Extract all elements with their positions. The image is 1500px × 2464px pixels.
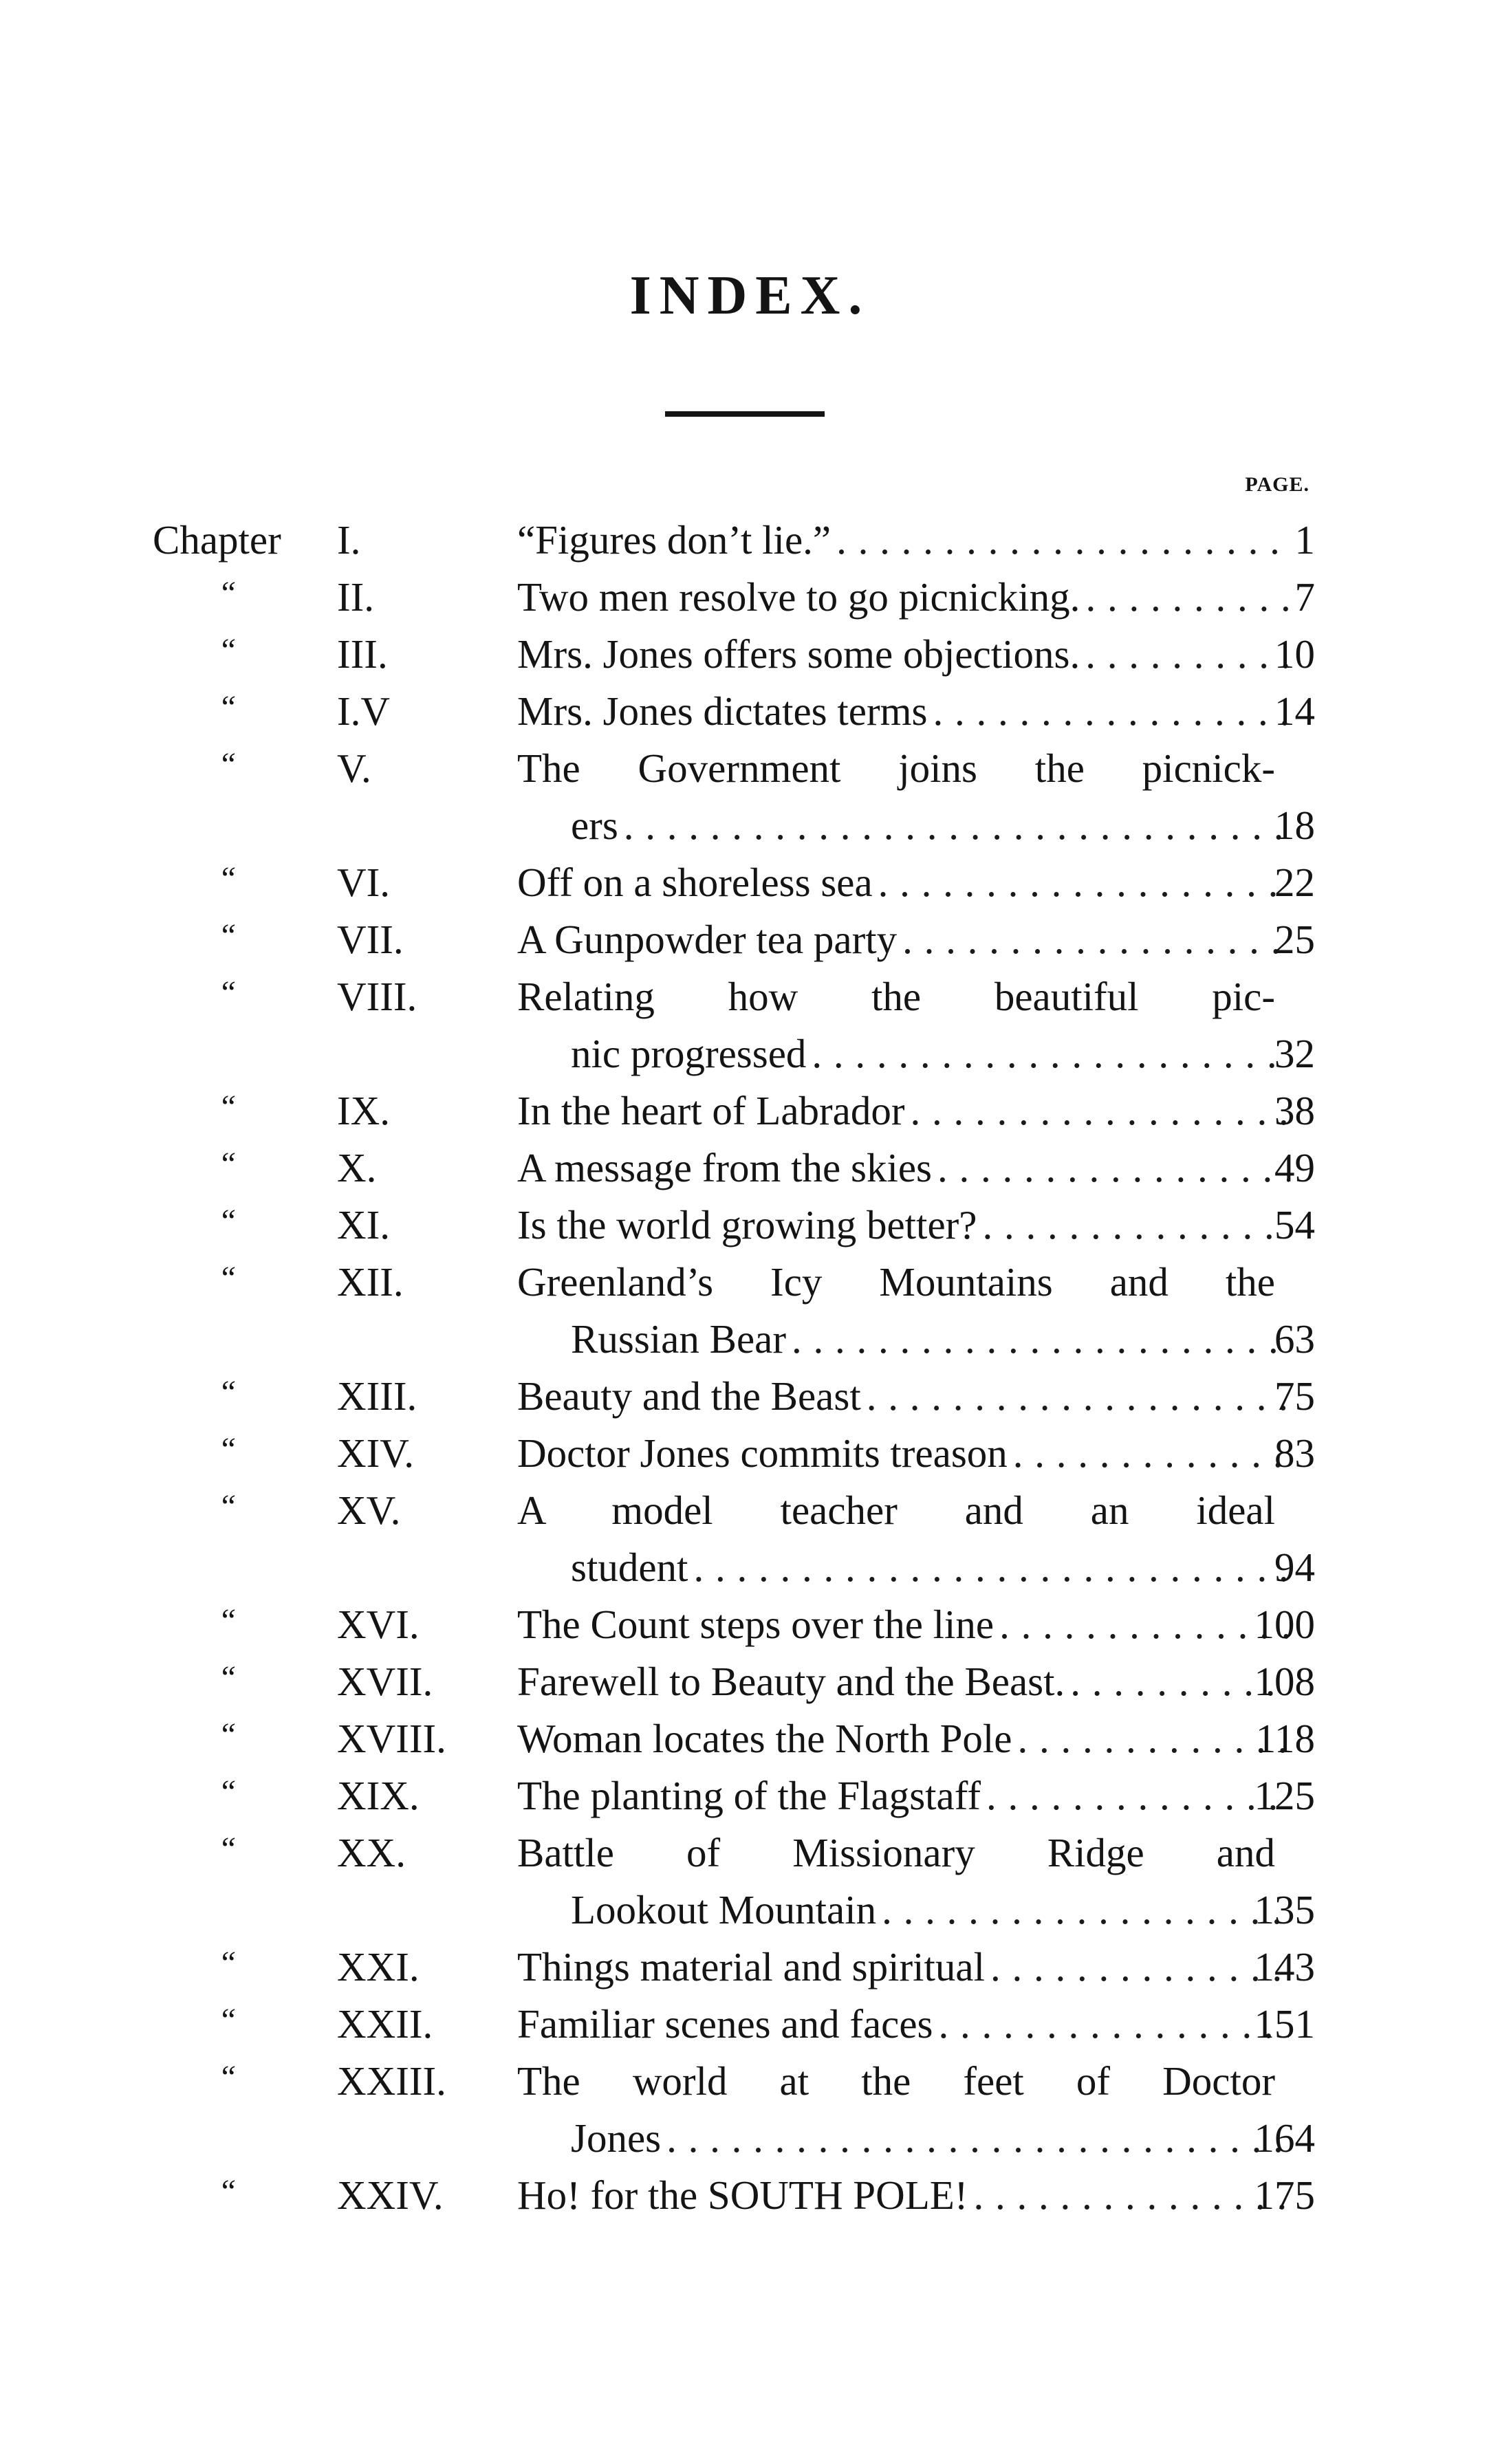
- chapter-title: Jones: [571, 2115, 662, 2161]
- toc-line: [153, 1140, 1315, 1197]
- chapter-title: Russian Bear: [571, 1316, 786, 1362]
- chapter-number: III.: [337, 631, 388, 677]
- toc-line: [153, 1368, 1315, 1425]
- page-number: 118: [1255, 1716, 1315, 1761]
- ditto-mark: “: [218, 1374, 237, 1410]
- chapter-title: In the heart of Labrador: [517, 1088, 905, 1133]
- toc-entry: [153, 1254, 1315, 1368]
- chapter-title: A message from the skies: [517, 1145, 932, 1190]
- chapter-number: XXIV.: [337, 2172, 444, 2218]
- page-number: 38: [1274, 1088, 1315, 1133]
- toc-entry: [153, 1197, 1315, 1254]
- chapter-number: XI.: [337, 1202, 391, 1247]
- toc-entry: [153, 1653, 1315, 1710]
- ditto-mark: “: [218, 1260, 237, 1296]
- ditto-mark: “: [218, 689, 237, 726]
- chapter-title: Doctor Jones commits treason: [517, 1430, 1008, 1476]
- toc-entry: [153, 1140, 1315, 1197]
- ditto-mark: “: [218, 1831, 237, 1867]
- toc-entry: [153, 1596, 1315, 1653]
- chapter-title: A model teacher and an ideal: [517, 1487, 1275, 1533]
- page-number: 32: [1274, 1031, 1315, 1076]
- chapter-title: “Figures don’t lie.”: [517, 517, 831, 563]
- chapter-title: Relating how the beautiful pic-: [517, 974, 1275, 1019]
- toc-entry: [153, 1767, 1315, 1824]
- chapter-title: Lookout Mountain: [571, 1887, 877, 1932]
- page-number: 1: [1294, 517, 1315, 563]
- ditto-mark: “: [218, 632, 237, 668]
- toc-line: [153, 2053, 1315, 2110]
- ditto-mark: “: [218, 1774, 237, 1810]
- chapter-title: Mrs. Jones dictates terms: [517, 688, 928, 734]
- chapter-title: Is the world growing better?: [517, 1202, 977, 1247]
- chapter-number: XII.: [337, 1259, 404, 1305]
- toc-entry: [153, 2053, 1315, 2167]
- toc-line: [153, 1025, 1315, 1082]
- toc-line: [153, 1197, 1315, 1254]
- toc-entry: [153, 512, 1315, 569]
- chapter-number: XXII.: [337, 2001, 433, 2047]
- chapter-number: XVIII.: [337, 1716, 446, 1761]
- toc-line: [153, 1482, 1315, 1539]
- chapter-number: VI.: [337, 860, 391, 905]
- toc-entry: [153, 1082, 1315, 1140]
- chapter-title: The world at the feet of Doctor: [517, 2058, 1275, 2104]
- toc-line: [153, 1882, 1315, 1939]
- ditto-mark: “: [218, 1602, 237, 1639]
- chapter-number: X.: [337, 1145, 377, 1190]
- chapter-title: Farewell to Beauty and the Beast.: [517, 1659, 1065, 1704]
- toc-line: [153, 1596, 1315, 1653]
- chapter-title: The planting of the Flagstaff: [517, 1773, 981, 1818]
- chapter-title: Things material and spiritual: [517, 1944, 985, 1989]
- page-number: 164: [1254, 2115, 1315, 2161]
- ditto-mark: “: [218, 860, 237, 897]
- toc-line: [153, 1082, 1315, 1140]
- ditto-mark: “: [218, 1659, 237, 1696]
- page-title: INDEX.: [629, 265, 871, 326]
- chapter-title: The Count steps over the line: [517, 1602, 994, 1647]
- toc-line: [153, 1311, 1315, 1368]
- toc-line: [153, 1653, 1315, 1710]
- ditto-mark: “: [218, 1431, 237, 1468]
- chapter-number: XVI.: [337, 1602, 420, 1647]
- chapter-number: XIII.: [337, 1373, 417, 1419]
- toc-entry: [153, 1425, 1315, 1482]
- chapter-number: XIX.: [337, 1773, 420, 1818]
- toc-entry: [153, 1824, 1315, 1939]
- page-number: 22: [1274, 860, 1315, 905]
- toc-entry: [153, 2167, 1315, 2224]
- chapter-label: Chapter: [153, 517, 281, 563]
- chapter-number: XVII.: [337, 1659, 433, 1704]
- toc-line: [153, 1539, 1315, 1596]
- page-number: 7: [1294, 574, 1315, 620]
- page-number: 14: [1274, 688, 1315, 734]
- toc-line: [153, 1939, 1315, 1996]
- page-number: 125: [1254, 1773, 1315, 1818]
- ditto-mark: “: [218, 917, 237, 954]
- chapter-number: XV.: [337, 1487, 401, 1533]
- ditto-mark: “: [218, 1089, 237, 1125]
- chapter-title: Woman locates the North Pole: [517, 1716, 1012, 1761]
- toc-line: [153, 1710, 1315, 1767]
- toc-line: [153, 854, 1315, 911]
- chapter-title: Ho! for the SOUTH POLE!: [517, 2172, 968, 2218]
- ditto-mark: “: [218, 2002, 237, 2038]
- page-number: 94: [1274, 1545, 1315, 1590]
- chapter-title: The Government joins the picnick-: [517, 745, 1275, 791]
- page-number: 75: [1274, 1373, 1315, 1419]
- chapter-number: XXI.: [337, 1944, 420, 1989]
- ditto-mark: “: [218, 575, 237, 611]
- toc-entry: [153, 1996, 1315, 2053]
- page-number: 175: [1254, 2172, 1315, 2218]
- chapter-title: Two men resolve to go picnicking.: [517, 574, 1080, 620]
- toc-entry: [153, 740, 1315, 854]
- toc-entry: [153, 1939, 1315, 1996]
- toc-line: [153, 1824, 1315, 1882]
- toc-entry: [153, 968, 1315, 1082]
- ditto-mark: “: [218, 1146, 237, 1182]
- toc-line: [153, 2110, 1315, 2167]
- page-number: 100: [1254, 1602, 1315, 1647]
- toc-line: [153, 2167, 1315, 2224]
- table-of-contents: [153, 512, 1315, 2224]
- toc-line: [153, 683, 1315, 740]
- toc-line: [153, 1425, 1315, 1482]
- toc-entry: [153, 683, 1315, 740]
- chapter-number: XX.: [337, 1830, 406, 1875]
- chapter-number: I.V: [337, 688, 391, 734]
- toc-entry: [153, 626, 1315, 683]
- page-number: 63: [1274, 1316, 1315, 1362]
- chapter-number: VII.: [337, 917, 404, 962]
- page-number: 54: [1274, 1202, 1315, 1247]
- chapter-title: Greenland’s Icy Mountains and the: [517, 1259, 1275, 1305]
- ditto-mark: “: [218, 1488, 237, 1525]
- page-number: 18: [1274, 803, 1315, 848]
- chapter-number: I.: [337, 517, 361, 563]
- toc-line: [153, 626, 1315, 683]
- toc-line: [153, 512, 1315, 569]
- page-column-header: PAGE.: [1245, 473, 1309, 496]
- toc-line: [153, 1767, 1315, 1824]
- page-number: 143: [1254, 1944, 1315, 1989]
- toc-entry: [153, 911, 1315, 968]
- ditto-mark: “: [218, 1203, 237, 1239]
- chapter-title: Familiar scenes and faces: [517, 2001, 933, 2047]
- toc-line: [153, 911, 1315, 968]
- page-number: 108: [1254, 1659, 1315, 1704]
- chapter-title: ers: [571, 803, 618, 848]
- toc-entry: [153, 569, 1315, 626]
- chapter-title: A Gunpowder tea party: [517, 917, 898, 962]
- ditto-mark: “: [218, 974, 237, 1011]
- toc-line: [153, 569, 1315, 626]
- ditto-mark: “: [218, 1716, 237, 1753]
- toc-line: [153, 797, 1315, 854]
- ditto-mark: “: [218, 2059, 237, 2095]
- ditto-mark: “: [218, 2173, 237, 2210]
- toc-entry: [153, 1482, 1315, 1596]
- toc-line: [153, 968, 1315, 1025]
- toc-entry: [153, 1368, 1315, 1425]
- chapter-title: nic progressed: [571, 1031, 807, 1076]
- chapter-title: Mrs. Jones offers some objections.: [517, 631, 1080, 677]
- page-number: 49: [1274, 1145, 1315, 1190]
- ditto-mark: “: [218, 746, 237, 783]
- chapter-number: XIV.: [337, 1430, 415, 1476]
- toc-entry: [153, 1710, 1315, 1767]
- chapter-number: IX.: [337, 1088, 391, 1133]
- chapter-title: Beauty and the Beast: [517, 1373, 861, 1419]
- chapter-number: V.: [337, 745, 371, 791]
- toc-line: [153, 1996, 1315, 2053]
- ditto-mark: “: [218, 1945, 237, 1981]
- page-number: 83: [1274, 1430, 1315, 1476]
- page-number: 10: [1274, 631, 1315, 677]
- chapter-title: Off on a shoreless sea: [517, 860, 873, 905]
- chapter-title: Battle of Missionary Ridge and: [517, 1830, 1275, 1875]
- page-number: 151: [1254, 2001, 1315, 2047]
- toc-line: [153, 1254, 1315, 1311]
- toc-line: [153, 740, 1315, 797]
- chapter-number: II.: [337, 574, 375, 620]
- title-rule: [665, 411, 825, 417]
- chapter-title: student: [571, 1545, 688, 1590]
- page-number: 25: [1274, 917, 1315, 962]
- toc-entry: [153, 854, 1315, 911]
- chapter-number: VIII.: [337, 974, 417, 1019]
- page-number: 135: [1254, 1887, 1315, 1932]
- chapter-number: XXIII.: [337, 2058, 446, 2104]
